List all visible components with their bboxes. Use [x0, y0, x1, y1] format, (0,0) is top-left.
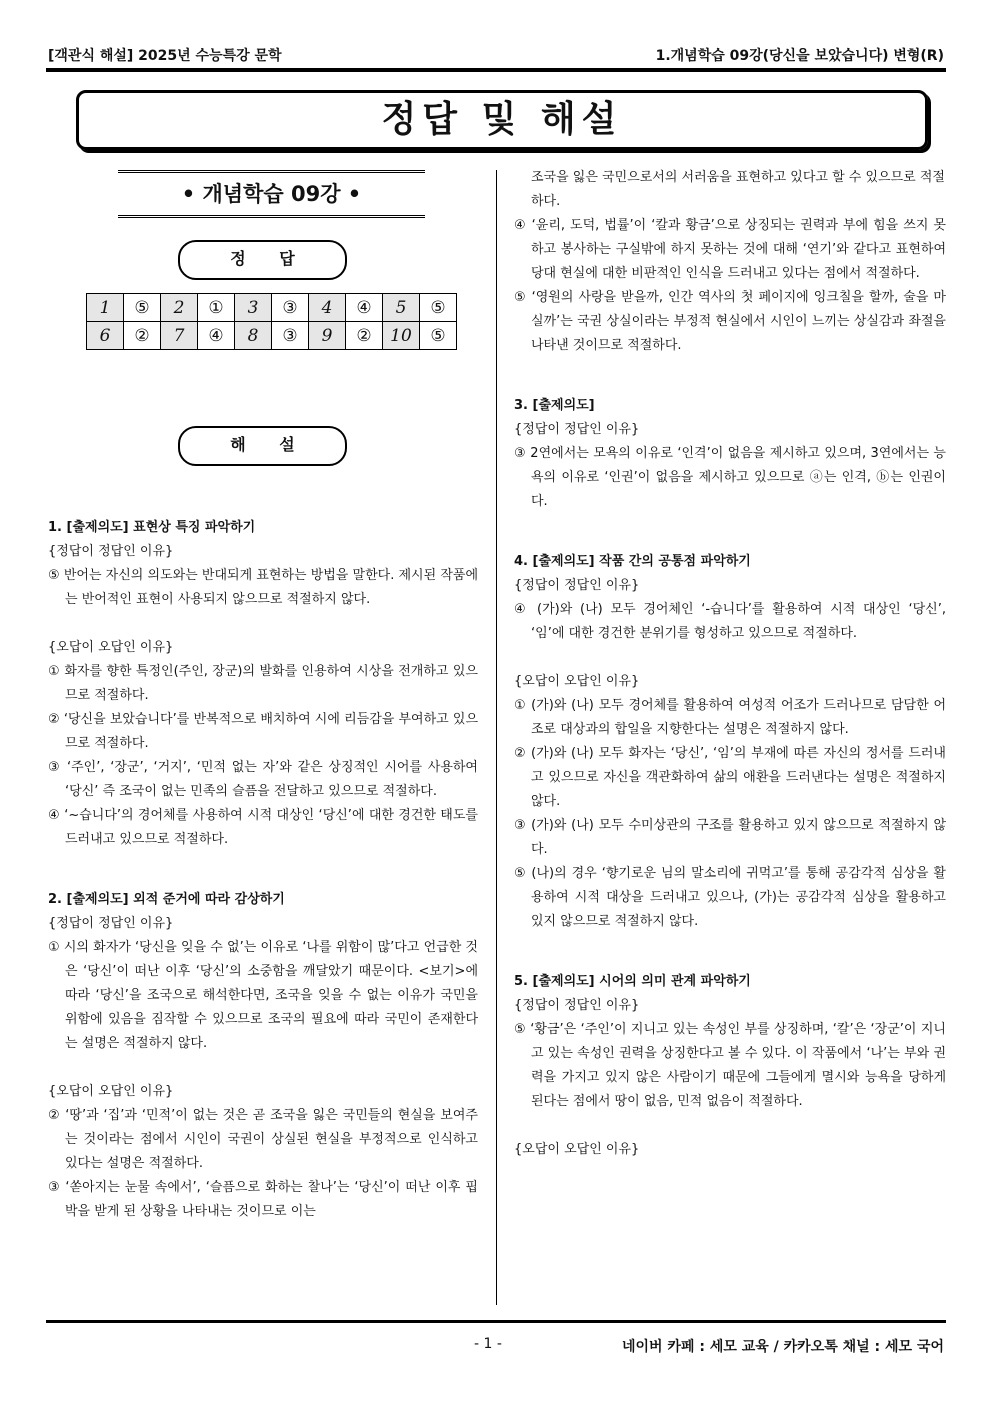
footer-contact: 네이버 카페 : 세모 교육 / 카카오톡 채널 : 세모 국어: [621, 1339, 944, 1355]
subheading: {정답이 정답인 이유}: [48, 916, 174, 931]
subheading: {정답이 정답인 이유}: [514, 422, 640, 437]
explanation-item: ④ (가)와 (나) 모두 경어체인 ‘-습니다’를 활용하여 시적 대상인 ‘당신’, ‘임’에 대한 경건한 분위기를 형성하고 있으므로 적절하다.: [514, 602, 946, 641]
answer-value: ⑤: [124, 294, 161, 322]
explanation-item: ② ‘땅’과 ‘집’과 ‘민적’이 없는 것은 곧 조국을 잃은 국민들의 현실을 보여주는 것이라는 점에서 시인이 국권이 상실된 현실을 부정적으로 인식하고 있다는 설명은 적절하다.: [48, 1108, 478, 1171]
explanation-label: 해 설: [178, 426, 347, 466]
right-column: [514, 166, 946, 1162]
answer-table: [86, 293, 457, 350]
subheading: {정답이 정답인 이유}: [48, 544, 174, 559]
subheading: {오답이 오답인 이유}: [48, 640, 174, 655]
answer-value: ③: [272, 294, 309, 322]
explanation-item-continued: 조국을 잃은 국민으로서의 서러움을 표현하고 있다고 할 수 있으므로 적절하다.: [531, 170, 945, 209]
section-heading: 1. [출제의도] 표현상 특징 파악하기: [48, 520, 256, 535]
header-divider: [46, 68, 946, 72]
page-title: 정답 및 해설: [76, 90, 928, 150]
answer-value: ①: [198, 294, 235, 322]
page-number: - 1 -: [474, 1336, 502, 1352]
explanation-item: ③ 2연에서는 모욕의 이유로 ‘인격’이 없음을 제시하고 있으며, 3연에서는 능욕의 이유로 ‘인권’이 없음을 제시하고 있으므로 ⓐ는 인격, ⓑ는 인권이다.: [514, 446, 946, 509]
question-number: 1: [87, 294, 124, 322]
header-left: [객관식 해설] 2025년 수능특강 문학: [48, 48, 282, 64]
answer-row: [87, 294, 457, 322]
section-heading: 2. [출제의도] 외적 준거에 따라 감상하기: [48, 892, 285, 907]
explanation-item: ⑤ ‘황금’은 ‘주인’이 지니고 있는 속성인 부를 상징하며, ‘칼’은 ‘장군’이 지니고 있는 속성인 권력을 상징한다고 볼 수 있다. 이 작품에서 ‘나’는 부와 권력을 가지고 있지 않은 사람이기 때문에 그들에게 멸시와 능욕을 당하게 된다는 점에서 땅이 없음, 민적 없음이 적절하다.: [514, 1022, 946, 1109]
question-number: 8: [235, 322, 272, 350]
answer-value: ⑤: [420, 294, 457, 322]
answer-label: 정 답: [178, 240, 347, 280]
explanation-item: ① (가)와 (나) 모두 경어체를 활용하여 여성적 어조가 드러나므로 담담한 어조로 대상과의 합일을 지향한다는 설명은 적절하지 않다.: [514, 698, 946, 737]
question-number: 9: [309, 322, 346, 350]
section-heading: 4. [출제의도] 작품 간의 공통점 파악하기: [514, 554, 751, 569]
subheading: {정답이 정답인 이유}: [514, 578, 640, 593]
question-number: 6: [87, 322, 124, 350]
section-heading: 3. [출제의도]: [514, 398, 595, 413]
answer-value: ②: [124, 322, 161, 350]
explanation-item: ④ ‘윤리, 도덕, 법률’이 ‘칼과 황금’으로 상징되는 권력과 부에 힘을 쓰지 못하고 봉사하는 구실밖에 하지 못하는 것에 대해 ‘연기’와 같다고 표현하여 당대 현실에 대한 비판적인 인식을 드러내고 있다는 점에서 적절하다.: [514, 218, 946, 281]
left-column: [48, 516, 478, 1224]
answer-row: [87, 322, 457, 350]
question-number: 2: [161, 294, 198, 322]
explanation-item: ① 시의 화자가 ‘당신을 잊을 수 없’는 이유로 ‘나를 위함이 많’다고 언급한 것은 ‘당신’이 떠난 이후 ‘당신’의 소중함을 깨달았기 때문이다. <보기>에 따라 ‘당신’을 조국으로 해석한다면, 조국을 잊을 수 없는 이유가 국민을 위함에 있음을 짐작할 수 있으므로 조국의 필요에 따라 국민이 존재한다는 설명은 적절하지 않다.: [48, 940, 478, 1051]
subheading: {오답이 오답인 이유}: [514, 1142, 640, 1157]
explanation-item: ② (가)와 (나) 모두 화자는 ‘당신’, ‘임’의 부재에 따른 자신의 정서를 드러내고 있으므로 자신을 객관화하여 삶의 애환을 드러낸다는 설명은 적절하지 않다.: [514, 746, 946, 809]
explanation-item: ① 화자를 향한 특정인(주인, 장군)의 발화를 인용하여 시상을 전개하고 있으므로 적절하다.: [48, 664, 478, 703]
question-number: 4: [309, 294, 346, 322]
subheading: {오답이 오답인 이유}: [48, 1084, 174, 1099]
answer-value: ⑤: [420, 322, 457, 350]
answer-value: ②: [346, 322, 383, 350]
question-number: 3: [235, 294, 272, 322]
explanation-item: ⑤ ‘영원의 사랑을 받을까, 인간 역사의 첫 페이지에 잉크칠을 할까, 술을 마실까’는 국권 상실이라는 부정적 현실에서 시인이 느끼는 상실감과 좌절을 나타낸 것이므로 적절하다.: [514, 290, 946, 353]
explanation-item: ③ ‘주인’, ‘장군’, ‘거지’, ‘민적 없는 자’와 같은 상징적인 시어를 사용하여 ‘당신’ 즉 조국이 없는 민족의 슬픔을 전달하고 있으므로 적절하다.: [48, 760, 478, 799]
explanation-item: ④ ‘~습니다’의 경어체를 사용하여 시적 대상인 ‘당신’에 대한 경건한 태도를 드러내고 있으므로 적절하다.: [48, 808, 478, 847]
subheading: {오답이 오답인 이유}: [514, 674, 640, 689]
explanation-item: ② ‘당신을 보았습니다’를 반복적으로 배치하여 시에 리듬감을 부여하고 있으므로 적절하다.: [48, 712, 478, 751]
question-number: 7: [161, 322, 198, 350]
question-number: 10: [383, 322, 420, 350]
footer-divider: [46, 1320, 946, 1323]
explanation-item: ③ ‘쏟아지는 눈물 속에서’, ‘슬픔으로 화하는 찰나’는 ‘당신’이 떠난 이후 핍박을 받게 된 상황을 나타내는 것이므로 이는: [48, 1180, 478, 1219]
question-number: 5: [383, 294, 420, 322]
answer-value: ③: [272, 322, 309, 350]
subheading: {정답이 정답인 이유}: [514, 998, 640, 1013]
section-heading: 5. [출제의도] 시어의 의미 관계 파악하기: [514, 974, 751, 989]
column-divider: [496, 170, 497, 1305]
answer-value: ④: [198, 322, 235, 350]
explanation-item: ⑤ 반어는 자신의 의도와는 반대되게 표현하는 방법을 말한다. 제시된 작품에는 반어적인 표현이 사용되지 않으므로 적절하지 않다.: [48, 568, 478, 607]
explanation-item: ③ (가)와 (나) 모두 수미상관의 구조를 활용하고 있지 않으므로 적절하지 않다.: [514, 818, 946, 857]
lecture-title: • 개념학습 09강 •: [118, 170, 425, 218]
header-right: 1.개념학습 09강(당신을 보았습니다) 변형(R): [655, 48, 944, 64]
explanation-item: ⑤ (나)의 경우 ‘향기로운 님의 말소리에 귀먹고’를 통해 공감각적 심상을 활용하여 시적 대상을 드러내고 있으나, (가)는 공감각적 심상을 활용하고 있지 않으므로 적절하지 않다.: [514, 866, 946, 929]
answer-value: ④: [346, 294, 383, 322]
